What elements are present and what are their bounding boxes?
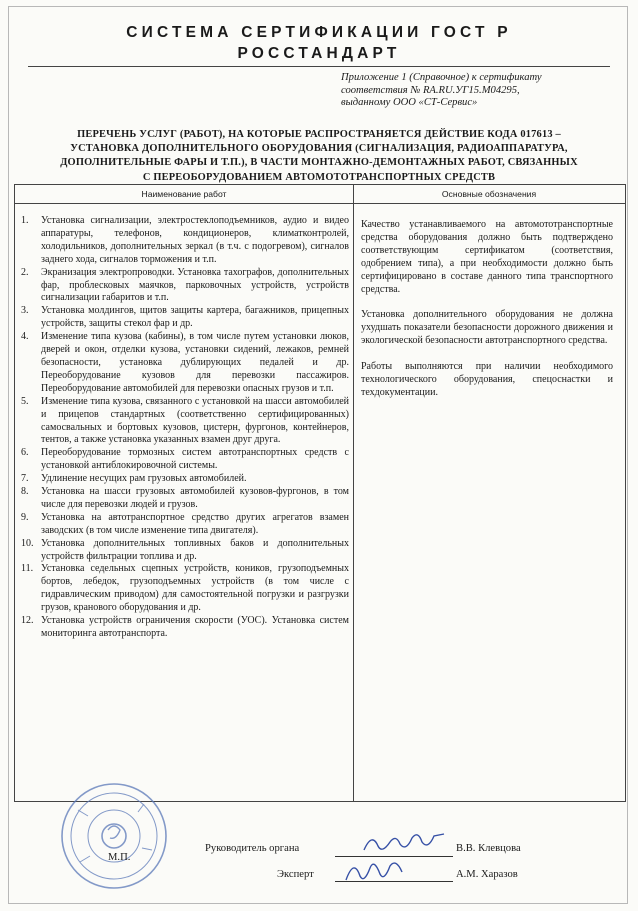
header-row-divider [15,203,625,204]
list-item-text: Установка на автотранспортное средство других агрегатов взамен заводских (в том числе изменение типа двигателя). [41,511,349,536]
list-item-number: 12. [21,615,34,627]
list-item [21,473,349,486]
heading-line: ДОПОЛНИТЕЛЬНЫЕ ФАРЫ И Т.П.), В ЧАСТИ МОНТАЖНО-ДЕМОНТАЖНЫХ РАБОТ, СВЯЗАННЫХ [60,157,578,169]
expert-name: А.М. Харазов [456,869,518,880]
appendix-line: соответствия № RA.RU.УГ15.М04295, [341,84,520,96]
list-item-text: Установка молдингов, щитов защиты картера, багажников, прицепных устройств, защиты стекол фар и др. [41,305,349,330]
seal-stamp-icon [58,780,170,892]
list-item [21,486,349,512]
list-item-number: 4. [21,331,29,343]
list-item-number: 8. [21,486,29,498]
note-paragraph: Работы выполняются при наличии необходимого технологического оборудования, спецоснастки и техдокументации. [361,361,613,398]
list-item-text: Установка седельных сцепных устройств, коников, грузоподъемных бортов, лебедок, грузоподъемных устройств (в том числе с гидравлическим приводом) для самостоятельной погрузки и разгрузки грузов, кранового оборудования и др. [41,563,349,614]
agency-title: РОССТАНДАРТ [237,45,401,62]
list-item-text: Установка сигнализации, электростеклоподъемников, аудио и видео аппаратуры, телефонов, кондиционеров, климатконтролей, холодильников, дополнительных зеркал (в т.ч. с подогревом), сигналов заднего хода, сигналов торможения и т.п. [41,215,349,265]
heading-line: С ПЕРЕОБОРУДОВАНИЕМ АВТОМОТОТРАНСПОРТНЫХ СРЕДСТВ [142,171,496,183]
expert-signature-icon [340,854,410,886]
list-item-text: Установка устройств ограничения скорости (УОС). Установка систем мониторинга автотранспорта. [41,615,349,639]
seal-label: М.П. [108,852,131,863]
list-item-text: Удлинение несущих рам грузовых автомобилей. [41,473,247,485]
list-item-text: Экранизация электропроводки. Установка тахографов, дополнительных фар, проблесковых маячков, парковочных устройств, устройств сигнализации габаритов и т.п. [41,266,349,304]
column-header-works: Наименование работ [141,189,227,199]
list-item-text: Установка на шасси грузовых автомобилей кузовов-фургонов, в том числе для перевозки людей и грузов. [41,486,349,510]
notes-list [361,219,613,413]
list-item-number: 11. [21,563,34,575]
list-item [21,447,349,473]
list-item-number: 7. [21,473,29,485]
list-item-number: 10. [21,537,34,549]
appendix-line: выданному ООО «СТ-Сервис» [341,97,478,109]
list-item [21,396,349,448]
appendix-line: Приложение 1 (Справочное) к сертификату [341,72,542,83]
works-list [21,215,349,641]
list-item-text: Установка дополнительных топливных баков и дополнительных устройств фильтрации топлива и др. [41,537,349,562]
list-item [21,305,349,331]
list-item [21,615,349,641]
heading-line: ПЕРЕЧЕНЬ УСЛУГ (РАБОТ), НА КОТОРЫЕ РАСПРОСТРАНЯЕТСЯ ДЕЙСТВИЕ КОДА 017613 – [77,129,561,140]
heading-line: УСТАНОВКА ДОПОЛНИТЕЛЬНОГО ОБОРУДОВАНИЯ (СИГНАЛИЗАЦИЯ, РАДИОАППАРАТУРА, [70,143,568,155]
list-item-number: 2. [21,266,29,278]
list-item [21,215,349,267]
list-item [21,512,349,538]
head-name: В.В. Клевцова [456,843,521,854]
services-table [14,184,626,802]
list-item-text: Изменение типа кузова (кабины), в том числе путем установки люков, дверей и окон, отделки кузова, установки сидений, лежаков, ремней безопасности, установка дублирующих педалей и др. Переоборудование кузовов для перевозки пассажиров. Переоборудование автомобилей для перевозки опасных грузов и т.п. [41,331,349,394]
list-item [21,331,349,396]
list-item-number: 1. [21,215,29,226]
list-item-text: Переоборудование тормозных систем автотранспортных средств с установкой антиблокировочной системы. [41,447,349,472]
list-item-number: 6. [21,447,29,459]
note-paragraph: Установка дополнительного оборудования не должна ухудшать показатели безопасности дорожного движения и экологической безопасности автотранспортного средства. [361,309,613,347]
header-divider [28,66,610,67]
system-title: СИСТЕМА СЕРТИФИКАЦИИ ГОСТ Р [126,24,512,41]
list-item-number: 5. [21,395,29,407]
list-item [21,563,349,615]
list-item-number: 9. [21,511,29,523]
head-label: Руководитель органа [205,843,300,854]
list-item-text: Изменение типа кузова, связанного с установкой на шасси автомобилей и прицепов стандартных (соответственно сертифицированных) самосвальных и бортовых кузовов, цистерн, фургонов, контейнеров, тентов, а также установка указанных взамен друг друга. [41,395,349,446]
note-paragraph: Качество устанавливаемого на автомототранспортные средства оборудования должно быть подтверждено соответствующим сертификатом (соответствия, одобрением типа), а при необходимости должно быть сертифицировано в составе данного типа транспортного средства. [361,219,613,295]
appendix-note [341,72,611,110]
list-item-number: 3. [21,305,29,317]
expert-label: Эксперт [277,869,314,880]
list-item [21,538,349,564]
column-header-notes: Основные обозначения [441,189,537,199]
column-divider [353,185,354,801]
list-item [21,267,349,306]
document-heading [20,128,618,185]
